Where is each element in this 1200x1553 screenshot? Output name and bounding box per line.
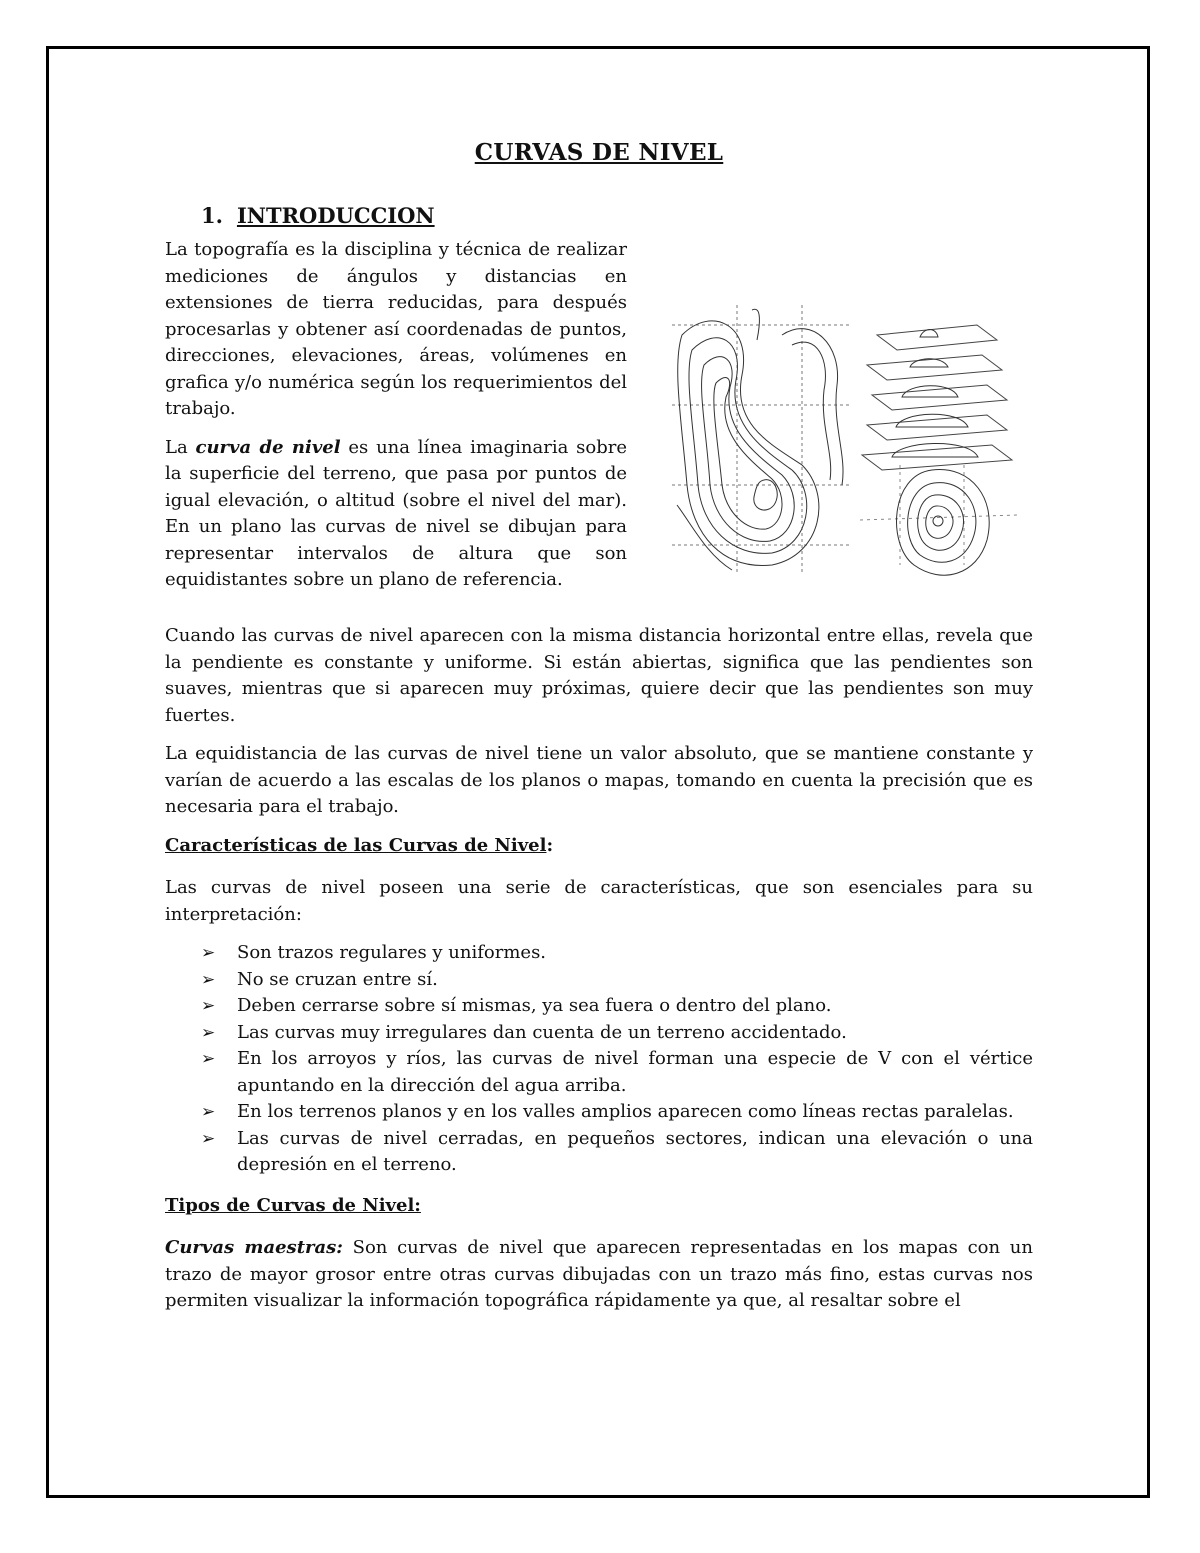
- paragraph-curvas-maestras: Curvas maestras: Son curvas de nivel que aparecen representadas en los mapas con un trazo de mayor grosor entre otras curvas dibujadas con un trazo más fino, estas curvas nos permiten visualizar la información topográfica rápidamente ya que, al resaltar sobre el: [165, 1237, 1033, 1311]
- list-item: ➢ Son trazos regulares y uniformes.: [165, 940, 1033, 967]
- subheading-caracteristicas: Características de las Curvas de Nivel:: [165, 834, 554, 856]
- list-item: ➢ En los terrenos planos y en los valles amplios aparecen como líneas rectas paralelas.: [165, 1099, 1033, 1126]
- caracteristicas-list: [165, 940, 1033, 1179]
- contour-map-illustration-icon: [652, 265, 1024, 617]
- document-title: CURVAS DE NIVEL: [474, 139, 724, 166]
- arrow-bullet-icon: ➢: [201, 1049, 216, 1069]
- document-body: [165, 140, 1033, 1327]
- subheading-tipos: Tipos de Curvas de Nivel:: [165, 1194, 421, 1216]
- intro-paragraph-1: La topografía es la disciplina y técnica de realizar mediciones de ángulos y distancias en extensiones de tierra reducidas, para después procesarlas y obtener así coordenadas de puntos, direcciones, elevaciones, áreas, volúmenes en grafica y/o numérica según los requerimientos del trabajo.: [165, 239, 627, 419]
- section-heading-text: INTRODUCCION: [236, 202, 435, 228]
- paragraph-equidistancia: La equidistancia de las curvas de nivel tiene un valor absoluto, que se mantiene constante y varían de acuerdo a las escalas de los planos o mapas, tomando en cuenta la precisión que es necesaria para el trabajo.: [165, 743, 1033, 817]
- arrow-bullet-icon: ➢: [201, 943, 216, 963]
- section-number: 1.: [201, 202, 223, 228]
- arrow-bullet-icon: ➢: [201, 969, 216, 990]
- list-item: ➢ Las curvas muy irregulares dan cuenta de un terreno accidentado.: [165, 1020, 1033, 1047]
- intro-paragraph-2: La curva de nivel es una línea imaginaria sobre la superficie del terreno, que pasa por puntos de igual elevación, o altitud (sobre el nivel del mar). En un plano las curvas de nivel se dibujan para representar intervalos de altura que son equidistantes sobre un plano de referencia.: [165, 436, 628, 590]
- paragraph-pendiente: Cuando las curvas de nivel aparecen con la misma distancia horizontal entre ellas, revela que la pendiente es constante y uniforme. Si están abiertas, significa que las pendientes son suaves, mientras que si aparecen muy próximas, quiere decir que las pendientes son muy fuertes.: [165, 625, 1033, 726]
- arrow-bullet-icon: ➢: [201, 996, 216, 1016]
- arrow-bullet-icon: ➢: [201, 1128, 216, 1149]
- section-heading-introduccion: [201, 203, 1033, 230]
- list-item: ➢ En los arroyos y ríos, las curvas de nivel forman una especie de V con el vértice apuntando en la dirección del agua arriba.: [201, 1048, 1033, 1096]
- intro-text: [165, 237, 627, 606]
- term-curva-de-nivel: curva de nivel: [195, 436, 341, 458]
- list-item: ➢ No se cruzan entre sí.: [165, 967, 1033, 994]
- caracteristicas-intro: Las curvas de nivel poseen una serie de características, que son esenciales para su interpretación:: [165, 877, 1033, 925]
- intro-block: [165, 237, 1033, 623]
- arrow-bullet-icon: ➢: [201, 1102, 216, 1122]
- arrow-bullet-icon: ➢: [201, 1022, 216, 1043]
- term-curvas-maestras: Curvas maestras:: [165, 1237, 343, 1258]
- list-item: ➢ Las curvas de nivel cerradas, en pequeños sectores, indican una elevación o una depresión en el terreno.: [201, 1127, 1033, 1175]
- list-item: ➢ Deben cerrarse sobre sí mismas, ya sea fuera o dentro del plano.: [165, 993, 1033, 1020]
